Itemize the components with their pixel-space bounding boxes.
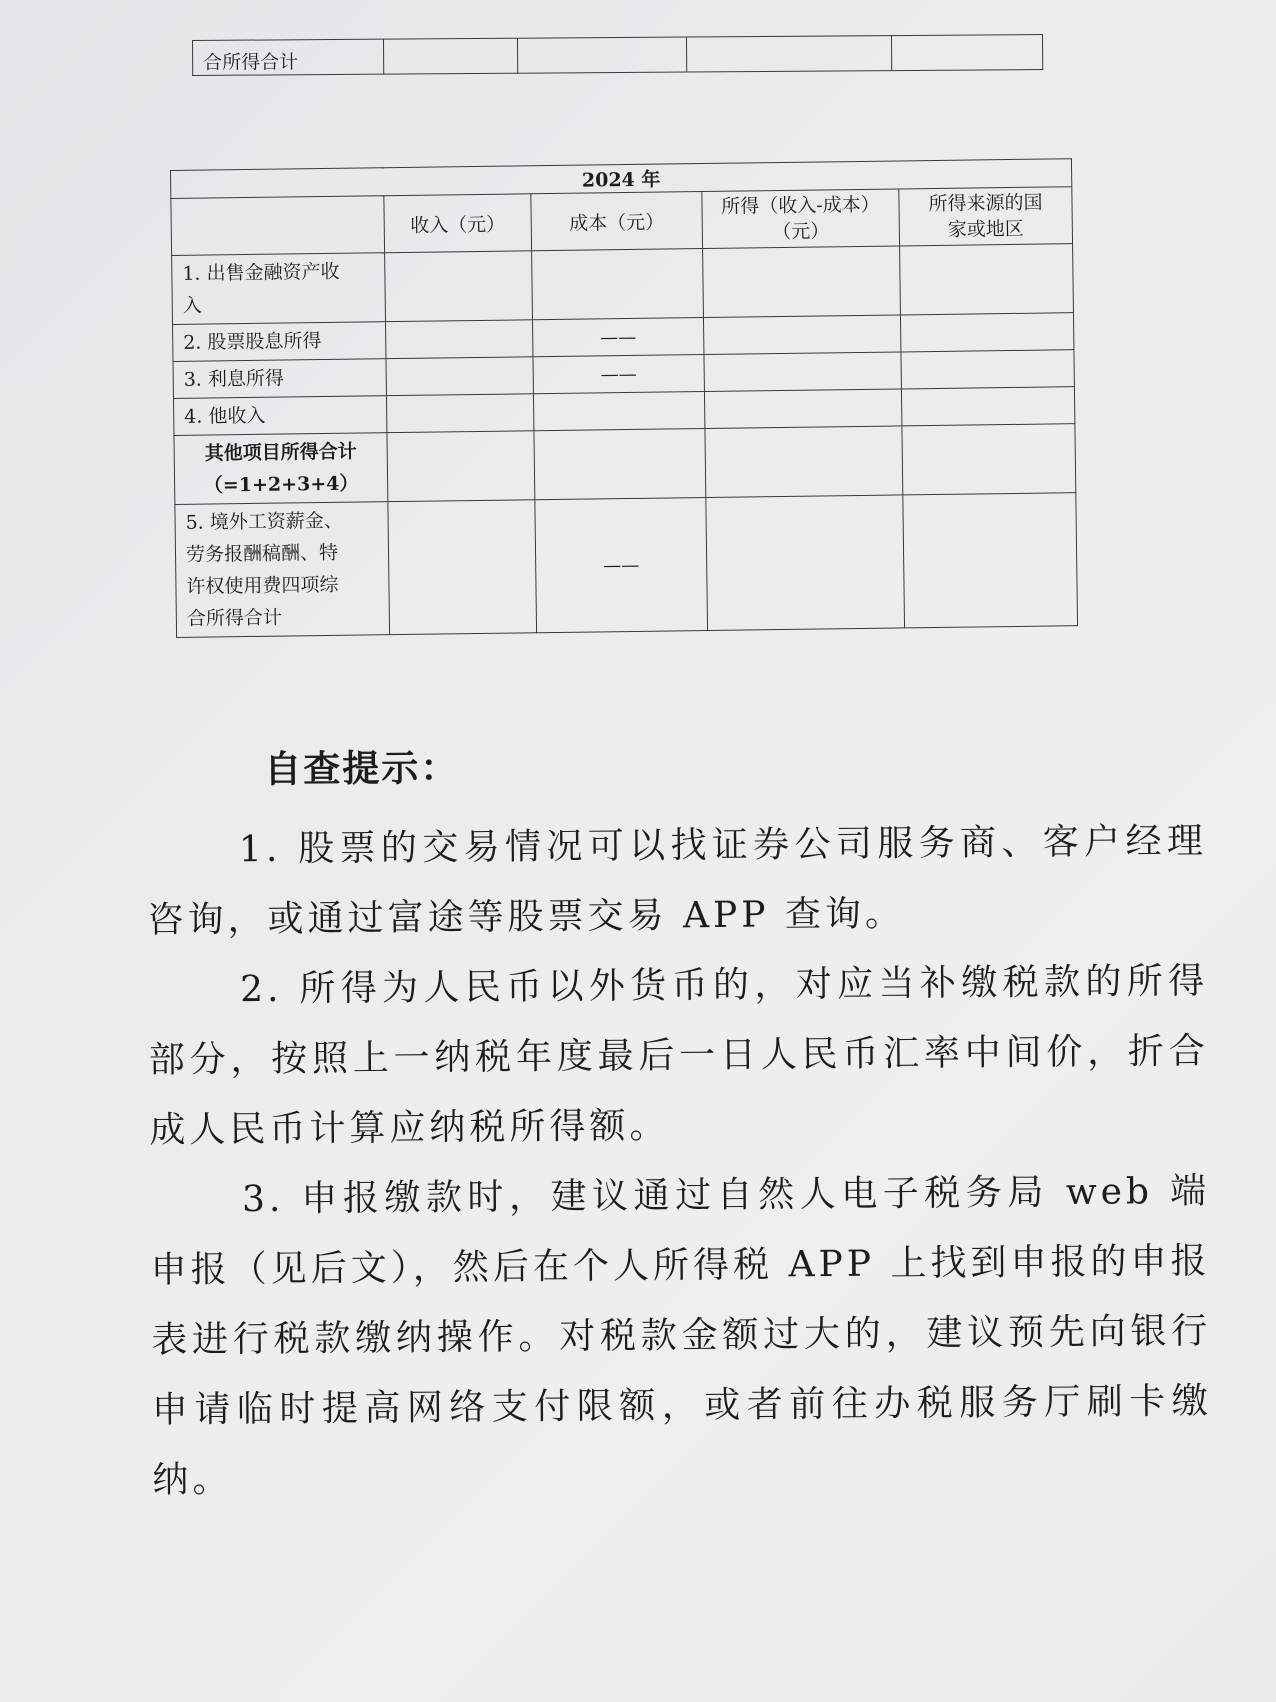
row-label-comprehensive-income	[175, 502, 390, 638]
table-cell	[534, 429, 706, 500]
table-cell	[533, 355, 704, 394]
row-label-line: 劳务报酬稿酬、特	[185, 541, 339, 566]
header-gain-line1: 所得（收入-成本）	[721, 193, 880, 218]
row-label-line: 许权使用费四项综	[186, 573, 339, 598]
header-blank	[171, 196, 385, 256]
table-cell	[686, 36, 891, 72]
table-cell	[703, 246, 901, 318]
table-cell	[535, 498, 708, 633]
row-label-line: 5. 境外工资薪金、	[185, 509, 343, 534]
row-label-line: 1. 出售金融资产收	[182, 260, 340, 285]
table-cell	[704, 389, 901, 429]
row-label: 合所得合计	[193, 39, 384, 75]
row-label-dividends: 2. 股票股息所得	[173, 322, 386, 362]
table-cell	[386, 394, 533, 433]
tip-item-2: 2. 所得为人民币以外货币的，对应当补缴税款的所得部分，按照上一纳税年度最后一日人民币汇率中间价，折合成人民币计算应纳税所得额。	[148, 960, 1209, 1151]
table-cell	[386, 357, 533, 396]
income-table-2024	[170, 158, 1078, 638]
table-cell	[900, 244, 1074, 315]
row-label-other-income: 4. 他收入	[173, 396, 386, 436]
table-cell	[383, 38, 517, 74]
header-source-country	[899, 187, 1073, 246]
table-row	[175, 493, 1078, 638]
table-year-header: 2024 年	[171, 159, 1072, 199]
header-gain	[702, 189, 900, 249]
table-cell	[388, 500, 537, 635]
table-cell	[517, 37, 686, 73]
table-row	[172, 244, 1074, 325]
table-cell	[386, 320, 533, 359]
row-label-sale-of-financial-assets	[172, 253, 386, 325]
dash-mark: ——	[600, 363, 637, 386]
table-cell	[387, 431, 535, 502]
table-cell	[891, 35, 1042, 71]
table-cell	[385, 251, 533, 322]
table-cell	[901, 387, 1074, 426]
table-cell	[900, 313, 1073, 352]
tip-item-3: 3. 申报缴款时，建议通过自然人电子税务局 web 端申报（见后文），然后在个人所得税 APP 上找到申报的申报表进行税款缴纳操作。对税款金额过大的，建议预先向银行申请临时提高网络支付限额，或者前往办税服务厅刷卡缴纳。	[150, 1170, 1212, 1501]
table-cell	[704, 352, 901, 392]
table-cell	[903, 493, 1078, 628]
table-cell	[705, 426, 903, 498]
header-income: 收入（元）	[384, 194, 532, 253]
header-gain-line2: （元）	[772, 220, 830, 244]
table-cell	[901, 350, 1074, 389]
table-cell	[706, 495, 905, 631]
row-label-line: 入	[182, 294, 202, 317]
table-cell	[533, 392, 704, 431]
tips-title: 自查提示：	[264, 746, 460, 791]
row-label-line: 合所得合计	[186, 606, 283, 630]
previous-table-fragment	[192, 34, 1043, 76]
table-cell	[532, 318, 703, 357]
row-label-line: 其他项目所得合计	[204, 440, 357, 465]
header-source-line1: 所得来源的国	[928, 191, 1043, 216]
dash-mark: ——	[600, 326, 637, 349]
row-label-interest: 3. 利息所得	[173, 359, 386, 399]
table-row	[174, 424, 1076, 505]
row-label-other-subtotal	[174, 433, 388, 505]
header-source-line2: 家或地区	[947, 217, 1024, 241]
self-check-tips	[146, 731, 1213, 1516]
table-row	[193, 35, 1043, 76]
table-cell	[902, 424, 1076, 495]
table-cell	[532, 249, 704, 320]
header-cost: 成本（元）	[531, 192, 703, 251]
table-cell	[703, 315, 900, 355]
dash-mark: ——	[603, 554, 640, 577]
row-label-line: （=1+2+3+4）	[203, 472, 359, 497]
tip-item-1: 1. 股票的交易情况可以找证券公司服务商、客户经理咨询，或通过富途等股票交易 APP 查询。	[147, 820, 1208, 941]
